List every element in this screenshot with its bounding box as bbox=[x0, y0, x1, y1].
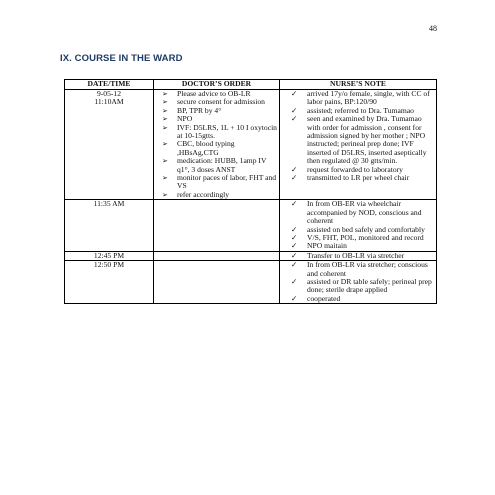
note-text: transmitted to LR per wheel chair bbox=[307, 173, 410, 183]
checkmark-icon: ✓ bbox=[291, 199, 298, 209]
time-text: 12:45 PM bbox=[93, 250, 125, 260]
doctors-order-cell bbox=[154, 90, 280, 200]
arrowhead-bullet-icon: ➢ bbox=[162, 106, 168, 115]
nurses-note-list bbox=[282, 261, 434, 303]
note-text: assisted or DR table safely; perineal prep done; sterile drape applied bbox=[307, 276, 432, 295]
date-text: 9-05-12 bbox=[96, 89, 122, 98]
note-text: assisted; referred to Dra. Tumamao bbox=[307, 105, 414, 115]
note-text: assisted on bed safely and comfortably bbox=[307, 224, 425, 234]
arrowhead-bullet-icon: ➢ bbox=[162, 115, 168, 124]
doctors-order-cell bbox=[154, 200, 280, 251]
checkmark-icon: ✓ bbox=[291, 276, 298, 286]
arrowhead-bullet-icon: ➢ bbox=[162, 174, 168, 183]
nurses-note-list bbox=[282, 90, 434, 182]
arrowhead-bullet-icon: ➢ bbox=[162, 90, 168, 98]
note-text: In from OB-ER via wheelchair accompanied by NOD, conscious and coherent bbox=[307, 199, 422, 226]
note-text: arrived 17y/o female, single, with CC of labor pains, BP:120/90 bbox=[307, 89, 430, 107]
nurses-note-cell bbox=[280, 200, 437, 251]
order-item bbox=[156, 124, 277, 141]
order-text: BP, TPR by 4° bbox=[177, 105, 222, 115]
header-doctors-order: DOCTOR’S ORDER bbox=[154, 80, 280, 90]
order-text: IVF: D5LRS, 1L + 10 I oxytocin at 10-15gtts. bbox=[177, 122, 277, 141]
table-row bbox=[65, 261, 437, 304]
doctors-order-cell bbox=[154, 261, 280, 304]
checkmark-icon: ✓ bbox=[291, 232, 298, 242]
table-header-row bbox=[65, 80, 437, 90]
nurses-note-cell bbox=[280, 90, 437, 200]
table-row bbox=[65, 90, 437, 200]
time-text: 12:50 PM bbox=[93, 260, 125, 270]
arrowhead-bullet-icon: ➢ bbox=[162, 123, 168, 132]
note-text: V/S, FHT, POL, monitored and record bbox=[307, 232, 424, 242]
nurses-note-list bbox=[282, 200, 434, 250]
order-text: refer accordingly bbox=[177, 189, 230, 199]
note-text: seen and examined by Dra. Tumamao with order for admission , consent for admission signed by her mother ; NPO instructed; perineal prep done; IVF inserted of D5LRS, inserted aseptically then regulated @ 30 gtts/min. bbox=[307, 114, 427, 166]
section-title: IX. COURSE IN THE WARD bbox=[60, 53, 183, 64]
nurses-note-cell bbox=[280, 261, 437, 304]
date-time-cell bbox=[65, 261, 154, 304]
note-text: cooperated bbox=[307, 293, 341, 303]
note-item bbox=[282, 90, 434, 107]
arrowhead-bullet-icon: ➢ bbox=[162, 98, 168, 107]
note-item bbox=[282, 234, 434, 242]
checkmark-icon: ✓ bbox=[291, 114, 298, 124]
note-item bbox=[282, 252, 434, 260]
order-item bbox=[156, 107, 277, 115]
checkmark-icon: ✓ bbox=[291, 260, 298, 270]
note-item bbox=[282, 278, 434, 295]
date-time-cell bbox=[65, 90, 154, 200]
note-item bbox=[282, 242, 434, 250]
checkmark-icon: ✓ bbox=[291, 224, 298, 234]
note-item bbox=[282, 174, 434, 182]
note-text: NPO maitain bbox=[307, 241, 347, 251]
date-time-cell bbox=[65, 200, 154, 251]
note-text: Transfer to OB-LR via stretcher bbox=[307, 250, 405, 260]
order-text: medication: HUBB, 1amp IV q1°, 3 doses ANST bbox=[177, 156, 267, 174]
table-row bbox=[65, 200, 437, 251]
checkmark-icon: ✓ bbox=[291, 250, 298, 260]
checkmark-icon: ✓ bbox=[291, 89, 298, 98]
note-item bbox=[282, 295, 434, 303]
arrowhead-bullet-icon: ➢ bbox=[162, 190, 168, 199]
note-item bbox=[282, 261, 434, 278]
checkmark-icon: ✓ bbox=[291, 173, 298, 183]
checkmark-icon: ✓ bbox=[291, 105, 298, 115]
order-item bbox=[156, 157, 277, 174]
page-number: 48 bbox=[429, 24, 437, 33]
order-item bbox=[156, 191, 277, 199]
order-text: Please advice to OB-LR bbox=[177, 89, 251, 98]
header-date-time: DATE/TIME bbox=[65, 80, 154, 90]
order-text: NPO bbox=[177, 114, 193, 124]
header-nurses-note: NURSE’S NOTE bbox=[280, 80, 437, 90]
nurses-note-list bbox=[282, 252, 434, 260]
note-text: request forwarded to laboratory bbox=[307, 164, 403, 174]
order-item bbox=[156, 174, 277, 191]
order-item bbox=[156, 140, 277, 157]
time-text: 11:10AM bbox=[94, 97, 124, 107]
doctors-order-cell bbox=[154, 251, 280, 260]
order-text: secure consent for admission bbox=[177, 97, 265, 107]
arrowhead-bullet-icon: ➢ bbox=[162, 157, 168, 166]
doctors-order-list bbox=[156, 90, 277, 199]
course-in-ward-table bbox=[64, 79, 437, 304]
order-text: monitor paces of labor, FHT and VS bbox=[177, 173, 277, 191]
checkmark-icon: ✓ bbox=[291, 293, 298, 303]
note-text: In from OB-LR via stretcher; conscious and coherent bbox=[307, 260, 428, 278]
checkmark-icon: ✓ bbox=[291, 241, 298, 251]
arrowhead-bullet-icon: ➢ bbox=[162, 140, 168, 149]
checkmark-icon: ✓ bbox=[291, 164, 298, 174]
note-item bbox=[282, 200, 434, 225]
order-text: CBC, blood typing ,HBsAg,CTG bbox=[177, 139, 235, 157]
note-item bbox=[282, 115, 434, 165]
time-text: 11:35 AM bbox=[93, 199, 125, 209]
